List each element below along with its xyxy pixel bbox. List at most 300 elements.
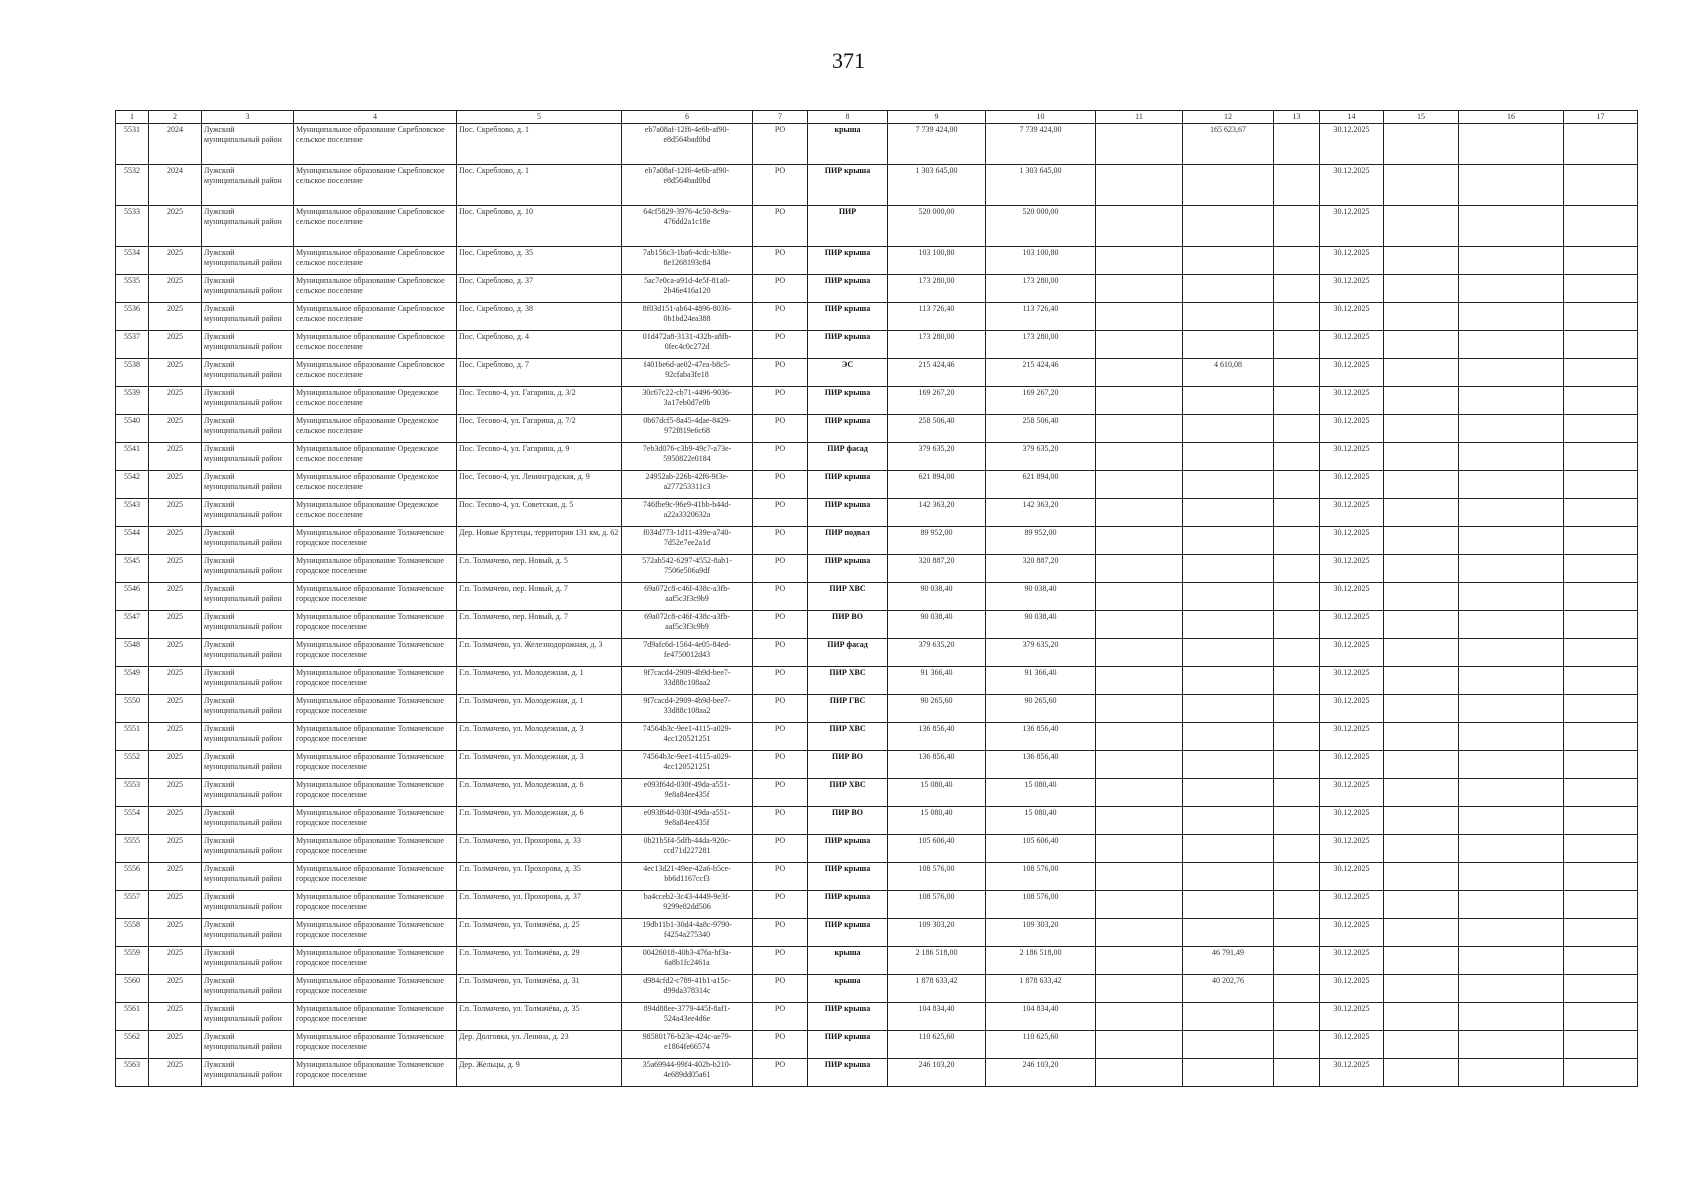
table-cell: ПИР крыша <box>808 387 888 415</box>
table-cell: 246 103,20 <box>888 1059 986 1087</box>
table-cell <box>1384 1003 1459 1031</box>
table-cell: Лужский муниципальный район <box>202 387 294 415</box>
table-cell: 7eb3d076-c3b9-49c7-a73e-5950822e0184 <box>622 443 753 471</box>
table-cell <box>1384 124 1459 165</box>
table-cell <box>1459 275 1564 303</box>
table-row <box>116 835 1638 863</box>
column-header: 2 <box>149 111 202 124</box>
table-cell <box>1183 695 1274 723</box>
data-table <box>115 110 1638 1087</box>
table-cell: 1 878 633,42 <box>986 975 1096 1003</box>
table-cell: 169 267,20 <box>888 387 986 415</box>
table-cell: 35a69944-99f4-402b-b210-4e689dd05a61 <box>622 1059 753 1087</box>
column-header: 3 <box>202 111 294 124</box>
table-cell <box>1274 583 1320 611</box>
table-cell: ПИР ХВС <box>808 723 888 751</box>
table-cell: 103 100,80 <box>986 247 1096 275</box>
table-cell <box>1459 555 1564 583</box>
table-cell <box>1096 555 1183 583</box>
table-cell: 4ec13d21-49ee-42a6-b5ce-bb6d1167ccf3 <box>622 863 753 891</box>
table-cell <box>1096 807 1183 835</box>
table-cell <box>1274 1059 1320 1087</box>
table-cell: ПИР <box>808 206 888 247</box>
table-cell: Муниципальное образование Толмачевское городское поселение <box>294 1031 457 1059</box>
table-cell: РО <box>753 555 808 583</box>
table-cell: ПИР ХВС <box>808 779 888 807</box>
table-cell: Муниципальное образование Толмачевское городское поселение <box>294 527 457 555</box>
table-cell: Пос. Скреблово, д. 7 <box>457 359 622 387</box>
table-cell <box>1384 583 1459 611</box>
table-cell: Лужский муниципальный район <box>202 667 294 695</box>
table-cell <box>1274 331 1320 359</box>
table-row <box>116 124 1638 165</box>
table-cell: Г.п. Толмачево, ул. Толмачёва, д. 31 <box>457 975 622 1003</box>
table-cell: ПИР крыша <box>808 499 888 527</box>
table-cell: Лужский муниципальный район <box>202 947 294 975</box>
table-cell: Лужский муниципальный район <box>202 1059 294 1087</box>
table-cell <box>1096 206 1183 247</box>
table-cell: ПИР крыша <box>808 247 888 275</box>
table-cell: Г.п. Толмачево, ул. Молодежная, д. 6 <box>457 807 622 835</box>
table-cell: ПИР крыша <box>808 1003 888 1031</box>
table-cell: 5550 <box>116 695 149 723</box>
table-cell: 5ac7e0ca-a91d-4e5f-81a0-2b46e416a120 <box>622 275 753 303</box>
table-cell <box>1096 695 1183 723</box>
table-cell: ПИР крыша <box>808 275 888 303</box>
table-cell <box>1183 667 1274 695</box>
table-cell <box>1564 891 1638 919</box>
table-cell: 30.12.2025 <box>1320 555 1384 583</box>
table-cell: 74564b3c-9ee1-4115-a029-4cc120521251 <box>622 723 753 751</box>
table-cell: РО <box>753 387 808 415</box>
table-cell <box>1183 807 1274 835</box>
table-cell: РО <box>753 527 808 555</box>
table-cell <box>1384 751 1459 779</box>
column-header: 5 <box>457 111 622 124</box>
table-cell <box>1459 303 1564 331</box>
table-cell: 5539 <box>116 387 149 415</box>
table-cell: 5559 <box>116 947 149 975</box>
table-cell: 2025 <box>149 891 202 919</box>
table-cell <box>1274 807 1320 835</box>
table-cell <box>1096 611 1183 639</box>
table-cell: Г.п. Толмачево, ул. Молодежная, д. 3 <box>457 751 622 779</box>
table-cell <box>1564 443 1638 471</box>
table-cell <box>1096 499 1183 527</box>
table-cell: РО <box>753 275 808 303</box>
table-cell <box>1564 611 1638 639</box>
table-cell <box>1564 499 1638 527</box>
table-cell <box>1384 303 1459 331</box>
table-cell <box>1384 359 1459 387</box>
table-cell: 894d88ee-3779-445f-8af1-524a43ee4d6e <box>622 1003 753 1031</box>
table-cell: eb7a08af-12f6-4e6b-af90-e8d564bad0bd <box>622 124 753 165</box>
table-cell: 89 952,00 <box>888 527 986 555</box>
table-cell: 30.12.2025 <box>1320 443 1384 471</box>
table-cell: 110 625,60 <box>888 1031 986 1059</box>
table-cell: 105 606,40 <box>986 835 1096 863</box>
table-cell: Лужский муниципальный район <box>202 639 294 667</box>
table-cell: 2025 <box>149 527 202 555</box>
table-cell: 5545 <box>116 555 149 583</box>
table-cell <box>1384 779 1459 807</box>
table-cell: ПИР крыша <box>808 1059 888 1087</box>
table-cell: РО <box>753 975 808 1003</box>
table-cell <box>1096 275 1183 303</box>
table-cell: ПИР крыша <box>808 1031 888 1059</box>
table-cell: 5532 <box>116 165 149 206</box>
table-cell <box>1183 555 1274 583</box>
table-cell: Лужский муниципальный район <box>202 611 294 639</box>
table-cell: Г.п. Толмачево, ул. Прохорова, д. 37 <box>457 891 622 919</box>
table-cell: 136 856,40 <box>888 751 986 779</box>
table-cell: 69a072c8-c46f-438c-a3fb-aaf5c3f3c9b9 <box>622 611 753 639</box>
table-cell <box>1183 863 1274 891</box>
table-cell <box>1274 124 1320 165</box>
table-cell <box>1459 499 1564 527</box>
table-cell: 90 265,60 <box>888 695 986 723</box>
table-cell: 91 366,40 <box>888 667 986 695</box>
table-cell: 110 625,60 <box>986 1031 1096 1059</box>
table-row <box>116 751 1638 779</box>
table-row <box>116 723 1638 751</box>
table-cell <box>1459 1003 1564 1031</box>
table-cell: eb7a08af-12f6-4e6b-af90-e8d564bad0bd <box>622 165 753 206</box>
table-cell: Муниципальное образование Толмачевское городское поселение <box>294 1059 457 1087</box>
table-cell <box>1384 527 1459 555</box>
table-cell: 1 878 633,42 <box>888 975 986 1003</box>
table-cell: 46 791,49 <box>1183 947 1274 975</box>
table-cell: РО <box>753 919 808 947</box>
table-cell <box>1564 695 1638 723</box>
table-cell <box>1183 1031 1274 1059</box>
table-cell <box>1183 919 1274 947</box>
table-cell: Г.п. Толмачево, ул. Толмачёва, д. 35 <box>457 1003 622 1031</box>
table-cell: 30.12.2025 <box>1320 779 1384 807</box>
table-cell <box>1564 1031 1638 1059</box>
table-cell: 30.12.2025 <box>1320 919 1384 947</box>
table-cell: Пос. Скреблово, д. 1 <box>457 124 622 165</box>
table-cell <box>1274 165 1320 206</box>
table-cell: 5554 <box>116 807 149 835</box>
table-cell <box>1459 779 1564 807</box>
table-cell: РО <box>753 499 808 527</box>
table-cell: РО <box>753 723 808 751</box>
table-cell: Муниципальное образование Толмачевское городское поселение <box>294 919 457 947</box>
table-cell: 746fbe9c-96e9-41bb-b44d-a22a3320632a <box>622 499 753 527</box>
table-cell <box>1384 387 1459 415</box>
table-cell: Г.п. Толмачево, ул. Молодежная, д. 3 <box>457 723 622 751</box>
table-row <box>116 779 1638 807</box>
table-cell <box>1384 247 1459 275</box>
table-cell: 30.12.2025 <box>1320 695 1384 723</box>
table-cell: 91 366,40 <box>986 667 1096 695</box>
table-cell: Лужский муниципальный район <box>202 779 294 807</box>
table-row <box>116 1003 1638 1031</box>
table-cell: Муниципальное образование Толмачевское городское поселение <box>294 891 457 919</box>
table-cell: Муниципальное образование Скребловское сельское поселение <box>294 124 457 165</box>
table-cell: 5551 <box>116 723 149 751</box>
table-cell: 5553 <box>116 779 149 807</box>
table-cell: 30.12.2025 <box>1320 331 1384 359</box>
table-cell: Муниципальное образование Толмачевское городское поселение <box>294 975 457 1003</box>
table-cell <box>1183 165 1274 206</box>
table-cell: Пос. Скреблово, д. 4 <box>457 331 622 359</box>
table-cell <box>1183 639 1274 667</box>
table-cell <box>1274 667 1320 695</box>
table-cell: 98580176-b23e-424c-ae79-e1864fe66574 <box>622 1031 753 1059</box>
table-cell <box>1183 835 1274 863</box>
table-cell: ПИР крыша <box>808 919 888 947</box>
table-cell: Г.п. Толмачево, пер. Новый, д. 5 <box>457 555 622 583</box>
table-cell: 5541 <box>116 443 149 471</box>
table-cell: 30.12.2025 <box>1320 471 1384 499</box>
table-cell <box>1564 247 1638 275</box>
table-cell <box>1459 527 1564 555</box>
column-header: 1 <box>116 111 149 124</box>
table-cell <box>1274 779 1320 807</box>
table-cell: Муниципальное образование Скребловское сельское поселение <box>294 165 457 206</box>
table-cell <box>1096 124 1183 165</box>
table-cell <box>1384 891 1459 919</box>
table-cell: 173 280,00 <box>986 331 1096 359</box>
table-cell <box>1183 751 1274 779</box>
table-cell: 5544 <box>116 527 149 555</box>
table-cell: 90 038,40 <box>986 583 1096 611</box>
table-cell: 2025 <box>149 723 202 751</box>
table-cell: 30.12.2025 <box>1320 1059 1384 1087</box>
table-cell: 165 623,67 <box>1183 124 1274 165</box>
table-cell <box>1274 695 1320 723</box>
table-cell <box>1096 947 1183 975</box>
table-cell: РО <box>753 1003 808 1031</box>
table-row <box>116 919 1638 947</box>
table-cell <box>1564 1003 1638 1031</box>
table-cell <box>1384 206 1459 247</box>
table-cell <box>1459 415 1564 443</box>
table-cell: Муниципальное образование Скребловское сельское поселение <box>294 331 457 359</box>
table-cell: 105 606,40 <box>888 835 986 863</box>
table-cell: РО <box>753 471 808 499</box>
table-cell <box>1183 583 1274 611</box>
table-cell: ПИР ГВС <box>808 695 888 723</box>
table-cell <box>1274 891 1320 919</box>
table-cell <box>1384 835 1459 863</box>
table-cell <box>1564 331 1638 359</box>
table-cell <box>1096 723 1183 751</box>
table-cell: 136 856,40 <box>986 723 1096 751</box>
table-cell: Муниципальное образование Скребловское сельское поселение <box>294 206 457 247</box>
table-cell: 15 080,40 <box>888 779 986 807</box>
table-cell: 2 186 518,00 <box>888 947 986 975</box>
column-header: 17 <box>1564 111 1638 124</box>
table-cell <box>1183 891 1274 919</box>
table-cell <box>1564 583 1638 611</box>
table-cell: ПИР ВО <box>808 611 888 639</box>
table-cell <box>1096 471 1183 499</box>
table-cell <box>1564 471 1638 499</box>
table-cell: 2025 <box>149 835 202 863</box>
table-cell <box>1564 975 1638 1003</box>
table-cell <box>1564 165 1638 206</box>
table-cell <box>1564 947 1638 975</box>
table-cell: Г.п. Толмачево, ул. Молодежная, д. 6 <box>457 779 622 807</box>
table-cell <box>1096 835 1183 863</box>
table-cell: 2025 <box>149 751 202 779</box>
table-cell <box>1274 1003 1320 1031</box>
table-cell <box>1459 359 1564 387</box>
table-cell <box>1459 1059 1564 1087</box>
table-cell: 2025 <box>149 387 202 415</box>
table-cell: ПИР ВО <box>808 807 888 835</box>
table-cell: 90 265,60 <box>986 695 1096 723</box>
table-cell <box>1183 415 1274 443</box>
table-cell: ПИР крыша <box>808 415 888 443</box>
table-cell <box>1459 751 1564 779</box>
table-cell: Лужский муниципальный район <box>202 527 294 555</box>
table-cell <box>1096 303 1183 331</box>
table-cell: 2025 <box>149 947 202 975</box>
table-cell: РО <box>753 835 808 863</box>
table-cell: 2025 <box>149 303 202 331</box>
table-cell: 5560 <box>116 975 149 1003</box>
table-cell <box>1096 891 1183 919</box>
table-cell: 2024 <box>149 124 202 165</box>
table-cell <box>1459 695 1564 723</box>
table-cell <box>1096 527 1183 555</box>
table-cell: 246 103,20 <box>986 1059 1096 1087</box>
table-cell: 104 834,40 <box>986 1003 1096 1031</box>
table-cell: 15 080,40 <box>888 807 986 835</box>
table-cell: e093f64d-030f-49da-a551-9e8a84ee435f <box>622 807 753 835</box>
table-cell <box>1384 863 1459 891</box>
table-cell: 5547 <box>116 611 149 639</box>
table-cell: 2025 <box>149 975 202 1003</box>
table-cell <box>1459 331 1564 359</box>
table-cell: Пос. Скреблово, д. 38 <box>457 303 622 331</box>
table-cell: 173 280,00 <box>888 275 986 303</box>
table-cell <box>1274 247 1320 275</box>
table-cell: 2025 <box>149 331 202 359</box>
table-cell <box>1384 165 1459 206</box>
table-cell <box>1564 751 1638 779</box>
table-cell: 74564b3c-9ee1-4115-a029-4cc120521251 <box>622 751 753 779</box>
table-row <box>116 975 1638 1003</box>
table-cell: 2025 <box>149 471 202 499</box>
column-header: 11 <box>1096 111 1183 124</box>
table-cell: 30c67c22-cb71-4496-9036-3a17eb0d7e0b <box>622 387 753 415</box>
table-cell: 2025 <box>149 247 202 275</box>
table-cell: ПИР подвал <box>808 527 888 555</box>
table-cell: Г.п. Толмачево, ул. Прохорова, д. 35 <box>457 863 622 891</box>
table-cell: 30.12.2025 <box>1320 947 1384 975</box>
table-cell: 30.12.2025 <box>1320 165 1384 206</box>
table-cell: 5563 <box>116 1059 149 1087</box>
table-cell: 4 610,08 <box>1183 359 1274 387</box>
table-row <box>116 443 1638 471</box>
table-cell <box>1096 919 1183 947</box>
table-cell <box>1096 387 1183 415</box>
table-cell <box>1384 919 1459 947</box>
table-cell <box>1274 835 1320 863</box>
table-cell <box>1183 471 1274 499</box>
table-cell: Муниципальное образование Толмачевское городское поселение <box>294 555 457 583</box>
table-cell: 142 363,20 <box>986 499 1096 527</box>
table-cell <box>1183 331 1274 359</box>
table-row <box>116 387 1638 415</box>
table-cell: Лужский муниципальный район <box>202 443 294 471</box>
table-cell <box>1459 863 1564 891</box>
table-cell: РО <box>753 751 808 779</box>
table-cell: ПИР ВО <box>808 751 888 779</box>
table-cell: Лужский муниципальный район <box>202 1003 294 1031</box>
table-cell: d984cfd2-c789-41b1-a15c-d99da378314c <box>622 975 753 1003</box>
table-cell: 520 000,00 <box>986 206 1096 247</box>
table-cell: 30.12.2025 <box>1320 359 1384 387</box>
table-cell: 258 506,40 <box>986 415 1096 443</box>
table-cell: РО <box>753 359 808 387</box>
table-cell <box>1096 359 1183 387</box>
table-cell: 379 635,20 <box>888 639 986 667</box>
table-row <box>116 247 1638 275</box>
table-cell: 30.12.2025 <box>1320 975 1384 1003</box>
table-cell <box>1384 975 1459 1003</box>
table-cell: Дер. Долговка, ул. Ленина, д. 23 <box>457 1031 622 1059</box>
table-cell: РО <box>753 947 808 975</box>
table-cell <box>1274 359 1320 387</box>
table-cell: Муниципальное образование Толмачевское городское поселение <box>294 947 457 975</box>
table-cell: 103 100,80 <box>888 247 986 275</box>
table-cell <box>1459 583 1564 611</box>
table-cell: РО <box>753 206 808 247</box>
table-cell: Лужский муниципальный район <box>202 583 294 611</box>
table-cell: 5540 <box>116 415 149 443</box>
table-cell: 621 894,00 <box>888 471 986 499</box>
table-cell: 2024 <box>149 165 202 206</box>
table-cell <box>1096 639 1183 667</box>
table-cell <box>1459 891 1564 919</box>
column-header: 13 <box>1274 111 1320 124</box>
table-cell: 2025 <box>149 206 202 247</box>
table-cell: Лужский муниципальный район <box>202 359 294 387</box>
table-cell: 90 038,40 <box>888 583 986 611</box>
table-cell: 2025 <box>149 807 202 835</box>
table-cell: ПИР фасад <box>808 639 888 667</box>
table-cell: Муниципальное образование Толмачевское городское поселение <box>294 807 457 835</box>
table-cell: 258 506,40 <box>888 415 986 443</box>
table-cell: РО <box>753 165 808 206</box>
table-cell <box>1384 807 1459 835</box>
table-cell: Лужский муниципальный район <box>202 555 294 583</box>
column-header: 16 <box>1459 111 1564 124</box>
table-cell: РО <box>753 583 808 611</box>
table-cell: ПИР крыша <box>808 891 888 919</box>
table-cell: 1 303 645,00 <box>888 165 986 206</box>
table-cell: 2025 <box>149 359 202 387</box>
table-cell <box>1274 751 1320 779</box>
table-cell <box>1096 863 1183 891</box>
table-cell <box>1459 165 1564 206</box>
table-cell: 00426018-40b3-476a-bf3a-6a8b1fc2461a <box>622 947 753 975</box>
table-cell <box>1183 779 1274 807</box>
column-header: 15 <box>1384 111 1459 124</box>
table-cell: 7 739 424,00 <box>888 124 986 165</box>
table-cell: 109 303,20 <box>986 919 1096 947</box>
table-cell: РО <box>753 415 808 443</box>
table-cell: 2025 <box>149 275 202 303</box>
table-cell <box>1096 1059 1183 1087</box>
table-cell: 30.12.2025 <box>1320 275 1384 303</box>
